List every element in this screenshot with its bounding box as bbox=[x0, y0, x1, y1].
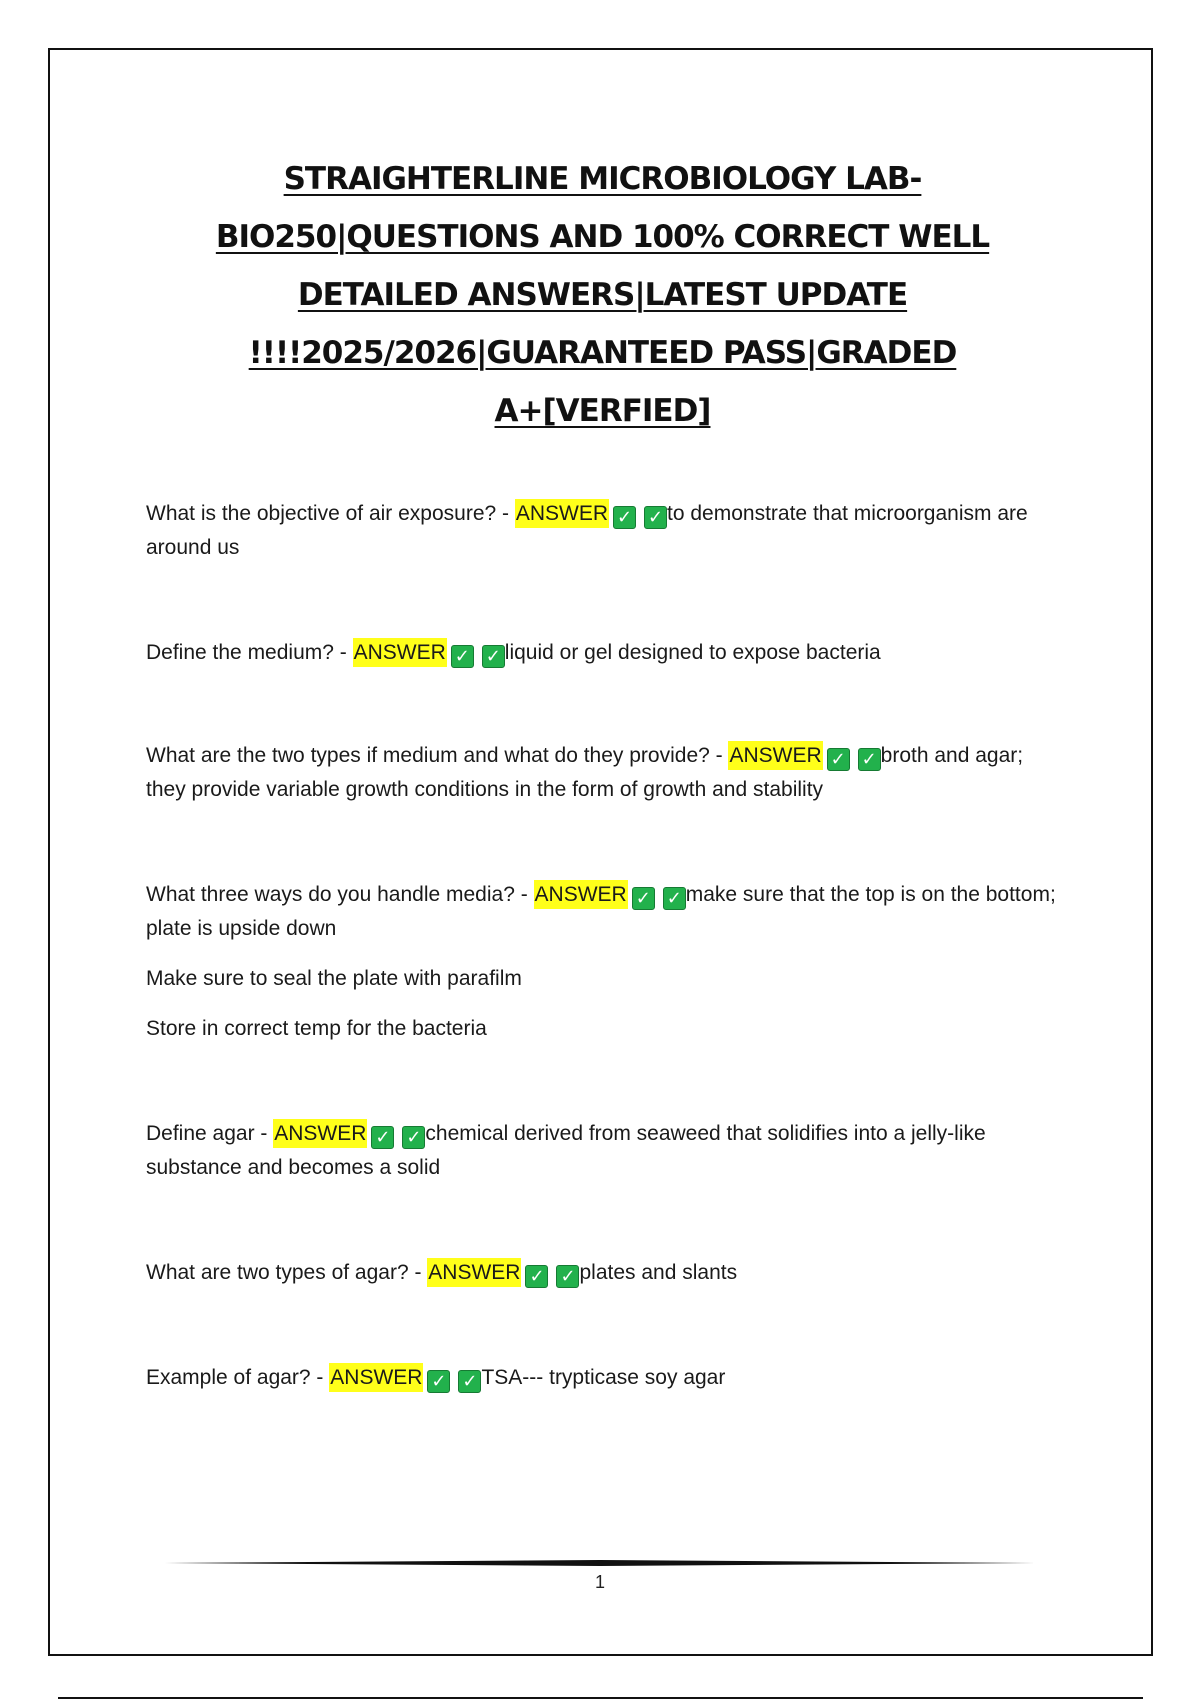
check-icon: ✓ bbox=[402, 1126, 425, 1149]
qa-item bbox=[146, 739, 1056, 807]
answer-label: ANSWER bbox=[353, 638, 447, 667]
check-icon: ✓ bbox=[427, 1370, 450, 1393]
question-text: Example of agar? - bbox=[146, 1366, 330, 1389]
document-title bbox=[150, 150, 1055, 440]
answer-extra-line: Store in correct temp for the bacteria bbox=[146, 1017, 487, 1040]
question-text: What three ways do you handle media? - bbox=[146, 883, 534, 906]
question-text: Define the medium? - bbox=[146, 641, 353, 664]
title-line: STRAIGHTERLINE MICROBIOLOGY LAB- bbox=[283, 161, 922, 197]
qa-paragraph bbox=[146, 739, 1056, 807]
answer-text: to demonstrate that microorganism are around us bbox=[146, 502, 1028, 559]
title-line: A+[VERFIED] bbox=[494, 393, 711, 429]
question-text: What are two types of agar? - bbox=[146, 1261, 428, 1284]
page-number: 1 bbox=[594, 1572, 605, 1592]
qa-paragraph bbox=[146, 497, 1056, 565]
answer-text: chemical derived from seaweed that solidifies into a jelly-like substance and becomes a solid bbox=[146, 1122, 986, 1179]
question-text: Define agar - bbox=[146, 1122, 274, 1145]
question-text: What is the objective of air exposure? - bbox=[146, 502, 515, 525]
answer-label: ANSWER bbox=[515, 499, 609, 528]
title-line: BIO250|QUESTIONS AND 100% CORRECT WELL bbox=[215, 219, 990, 255]
check-icon: ✓ bbox=[613, 506, 636, 529]
check-icon: ✓ bbox=[371, 1126, 394, 1149]
qa-item bbox=[146, 497, 1056, 565]
answer-text: broth and agar; they provide variable growth conditions in the form of growth and stability bbox=[146, 744, 1024, 801]
check-icon: ✓ bbox=[482, 645, 505, 668]
check-icon: ✓ bbox=[663, 887, 686, 910]
footer-divider bbox=[165, 1560, 1035, 1566]
answer-text: make sure that the top is on the bottom; plate is upside down bbox=[146, 883, 1056, 940]
answer-label: ANSWER bbox=[273, 1119, 367, 1148]
title-line: !!!!2025/2026|GUARANTEED PASS|GRADED bbox=[248, 335, 957, 371]
question-text: What are the two types if medium and what do they provide? - bbox=[146, 744, 729, 767]
answer-extra-line: Make sure to seal the plate with parafilm bbox=[146, 967, 522, 990]
check-icon: ✓ bbox=[525, 1265, 548, 1288]
check-icon: ✓ bbox=[858, 748, 881, 771]
check-icon: ✓ bbox=[632, 887, 655, 910]
qa-item bbox=[146, 1256, 1056, 1290]
answer-text: TSA--- trypticase soy agar bbox=[481, 1366, 726, 1389]
page-bottom-rule bbox=[58, 1697, 1143, 1699]
check-icon: ✓ bbox=[458, 1370, 481, 1393]
qa-paragraph bbox=[146, 636, 1056, 670]
qa-item bbox=[146, 1117, 1056, 1185]
answer-label: ANSWER bbox=[728, 741, 822, 770]
answer-text: liquid or gel designed to expose bacteria bbox=[504, 641, 881, 664]
title-line: DETAILED ANSWERS|LATEST UPDATE bbox=[297, 277, 908, 313]
check-icon: ✓ bbox=[556, 1265, 579, 1288]
qa-item bbox=[146, 878, 1056, 1046]
qa-item bbox=[146, 1361, 1056, 1395]
qa-paragraph bbox=[146, 878, 1056, 946]
answer-label: ANSWER bbox=[427, 1258, 521, 1287]
check-icon: ✓ bbox=[451, 645, 474, 668]
qa-item bbox=[146, 636, 1056, 670]
answer-label: ANSWER bbox=[329, 1363, 423, 1392]
qa-paragraph bbox=[146, 1117, 1056, 1185]
qa-paragraph bbox=[146, 1361, 1056, 1395]
answer-text: plates and slants bbox=[579, 1261, 738, 1284]
check-icon: ✓ bbox=[644, 506, 667, 529]
answer-label: ANSWER bbox=[534, 880, 628, 909]
check-icon: ✓ bbox=[827, 748, 850, 771]
qa-paragraph bbox=[146, 1256, 1056, 1290]
